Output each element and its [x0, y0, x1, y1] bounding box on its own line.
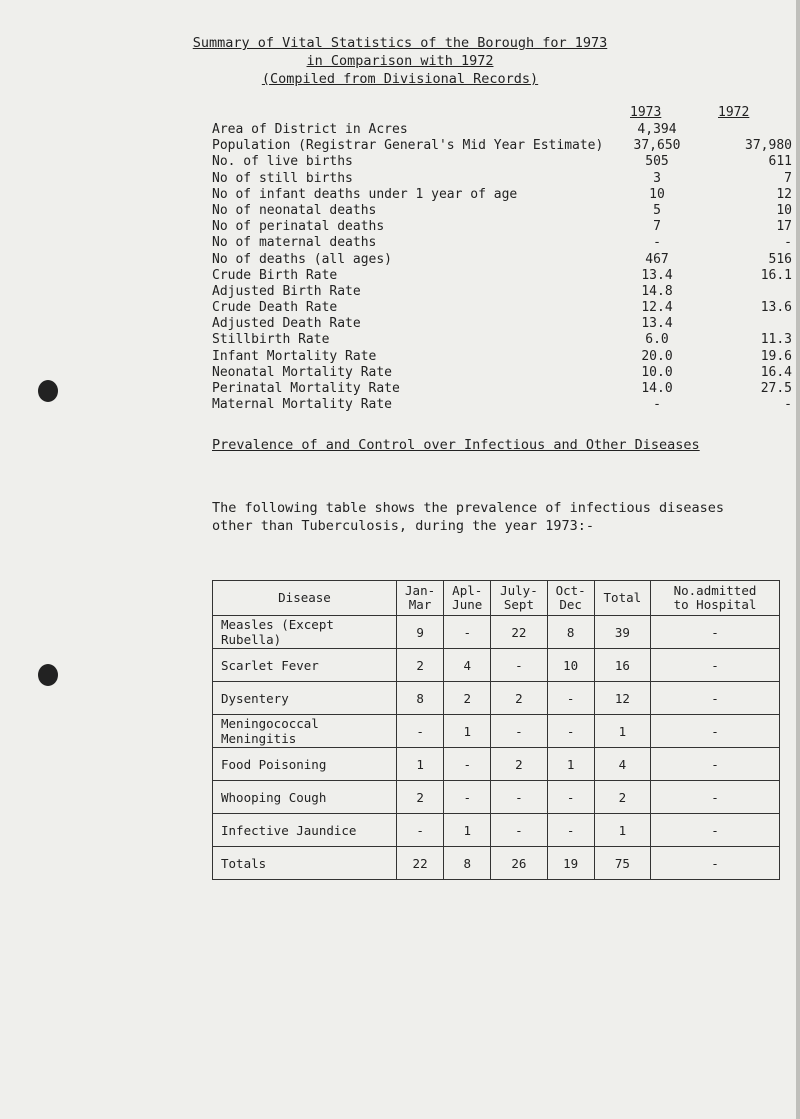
- stat-label: No of perinatal deaths: [212, 219, 385, 235]
- count-cell: 8: [547, 616, 594, 649]
- disease-name-cell: Whooping Cough: [213, 781, 397, 814]
- section-heading: Prevalence of and Control over Infectious and Other Diseases: [212, 437, 700, 453]
- count-cell: -: [651, 649, 780, 682]
- stat-row: [212, 349, 792, 365]
- count-cell: 22: [397, 847, 444, 880]
- stat-value-1972: 37,980: [745, 138, 792, 154]
- count-cell: 1: [444, 715, 491, 748]
- count-cell: -: [547, 781, 594, 814]
- count-cell: 1: [594, 814, 650, 847]
- count-cell: 10: [547, 649, 594, 682]
- stat-row: [212, 284, 792, 300]
- stats-col-header-1973: 1973: [630, 105, 662, 120]
- binder-hole-upper: [38, 380, 58, 402]
- stat-value-1973: -: [653, 235, 661, 251]
- count-cell: -: [491, 814, 547, 847]
- stat-row: [212, 138, 792, 154]
- count-cell: 1: [397, 748, 444, 781]
- stat-row: [212, 187, 792, 203]
- count-cell: 2: [491, 748, 547, 781]
- count-cell: 75: [594, 847, 650, 880]
- count-cell: -: [491, 715, 547, 748]
- stat-label: Adjusted Death Rate: [212, 316, 361, 332]
- stat-value-1972: 12: [776, 186, 792, 202]
- stat-label: No of deaths (all ages): [212, 251, 393, 267]
- count-cell: 4: [594, 748, 650, 781]
- header-total: Total: [594, 581, 650, 616]
- disease-name-cell: Meningococcal Meningitis: [213, 715, 397, 748]
- stat-value-1973: 5: [653, 202, 661, 218]
- stat-label: Neonatal Mortality Rate: [212, 364, 393, 380]
- header-apl-june: Apl- June: [444, 581, 491, 616]
- count-cell: -: [651, 748, 780, 781]
- stat-value-1972: 19.6: [760, 348, 792, 364]
- count-cell: 2: [594, 781, 650, 814]
- count-cell: -: [651, 682, 780, 715]
- stat-label: Crude Birth Rate: [212, 267, 338, 283]
- stat-row: [212, 397, 792, 413]
- stat-value-1972: -: [784, 235, 792, 251]
- stat-value-1972: 10: [776, 202, 792, 218]
- stat-value-1973: 37,650: [633, 138, 681, 154]
- count-cell: -: [491, 649, 547, 682]
- table-row: [213, 814, 780, 847]
- stat-label: No. of live births: [212, 154, 353, 170]
- stat-value-1972: 11.3: [760, 332, 792, 348]
- stat-value-1973: 10: [649, 186, 665, 202]
- stats-col-header-1972: 1972: [718, 105, 750, 120]
- stat-row: [212, 381, 792, 397]
- stat-value-1972: 16.4: [760, 364, 792, 380]
- stat-row: [212, 332, 792, 348]
- stat-row: [212, 235, 792, 251]
- stat-value-1973: 3: [653, 170, 661, 186]
- stat-row: [212, 154, 792, 170]
- stat-value-1972: 7: [784, 170, 792, 186]
- table-row: [213, 748, 780, 781]
- count-cell: -: [397, 814, 444, 847]
- count-cell: 19: [547, 847, 594, 880]
- stat-label: No of maternal deaths: [212, 235, 377, 251]
- count-cell: 12: [594, 682, 650, 715]
- stat-label: Perinatal Mortality Rate: [212, 381, 400, 396]
- count-cell: 2: [397, 649, 444, 682]
- table-row: [213, 781, 780, 814]
- count-cell: 16: [594, 649, 650, 682]
- table-row: [213, 616, 780, 649]
- stat-row: [212, 252, 792, 268]
- table-row: [213, 649, 780, 682]
- stat-value-1973: 14.0: [641, 381, 673, 396]
- count-cell: -: [444, 616, 491, 649]
- count-cell: 26: [491, 847, 547, 880]
- header-july-sept: July- Sept: [491, 581, 547, 616]
- stat-value-1973: 6.0: [645, 332, 669, 348]
- vital-statistics-list: [212, 122, 792, 413]
- disease-name-cell: Infective Jaundice: [213, 814, 397, 847]
- disease-name-cell: Dysentery: [213, 682, 397, 715]
- title-line-3: (Compiled from Divisional Records): [261, 71, 539, 87]
- count-cell: -: [651, 847, 780, 880]
- stat-label: Stillbirth Rate: [212, 332, 330, 348]
- stat-label: Area of District in Acres: [212, 122, 408, 137]
- disease-name-cell: Scarlet Fever: [213, 649, 397, 682]
- count-cell: 1: [444, 814, 491, 847]
- stat-value-1972: 516: [768, 251, 792, 267]
- stat-row: [212, 122, 792, 138]
- disease-name-cell: Measles (Except Rubella): [213, 616, 397, 649]
- stat-value-1973: 505: [645, 154, 669, 170]
- count-cell: -: [444, 781, 491, 814]
- stat-row: [212, 300, 792, 316]
- header-admitted-hospital: No.admitted to Hospital: [651, 581, 780, 616]
- count-cell: 1: [594, 715, 650, 748]
- title-line-2: in Comparison with 1972: [306, 53, 494, 69]
- stat-row: [212, 268, 792, 284]
- stat-value-1972: 17: [776, 219, 792, 235]
- stat-value-1973: 4,394: [637, 122, 677, 137]
- count-cell: 22: [491, 616, 547, 649]
- header-disease: Disease: [213, 581, 397, 616]
- stat-label: No of infant deaths under 1 year of age: [212, 186, 518, 202]
- stat-row: [212, 316, 792, 332]
- count-cell: -: [651, 781, 780, 814]
- count-cell: -: [651, 814, 780, 847]
- disease-name-cell: Food Poisoning: [213, 748, 397, 781]
- stat-label: Population (Registrar General's Mid Year Estimate): [212, 138, 604, 154]
- binder-hole-lower: [38, 664, 58, 686]
- stat-value-1973: 7: [653, 219, 661, 235]
- count-cell: 2: [397, 781, 444, 814]
- stat-row: [212, 365, 792, 381]
- stat-value-1972: -: [784, 397, 792, 413]
- count-cell: -: [651, 616, 780, 649]
- count-cell: -: [444, 748, 491, 781]
- stat-value-1973: 12.4: [641, 300, 673, 316]
- count-cell: -: [651, 715, 780, 748]
- count-cell: 2: [491, 682, 547, 715]
- stat-value-1972: 611: [768, 154, 792, 170]
- count-cell: -: [547, 814, 594, 847]
- stat-value-1972: 16.1: [760, 267, 792, 283]
- stat-value-1972: 13.6: [760, 300, 792, 316]
- stat-label: Adjusted Birth Rate: [212, 283, 361, 299]
- count-cell: -: [397, 715, 444, 748]
- header-jan-mar: Jan- Mar: [397, 581, 444, 616]
- stat-label: Crude Death Rate: [212, 300, 338, 316]
- stat-value-1973: 20.0: [641, 348, 673, 364]
- count-cell: -: [547, 682, 594, 715]
- stat-value-1973: 10.0: [641, 364, 673, 380]
- stat-value-1972: 27.5: [760, 381, 792, 396]
- count-cell: 39: [594, 616, 650, 649]
- stat-row: [212, 171, 792, 187]
- title-line-1: Summary of Vital Statistics of the Borough for 1973: [192, 35, 608, 51]
- table-header-row: [213, 581, 780, 616]
- count-cell: 9: [397, 616, 444, 649]
- stat-label: No of still births: [212, 170, 353, 186]
- totals-row: [213, 847, 780, 880]
- page-edge-shadow: [796, 0, 800, 1119]
- stat-row: [212, 219, 792, 235]
- count-cell: -: [491, 781, 547, 814]
- stat-value-1973: 467: [645, 251, 669, 267]
- table-row: [213, 715, 780, 748]
- count-cell: 4: [444, 649, 491, 682]
- stat-label: No of neonatal deaths: [212, 202, 377, 218]
- count-cell: 8: [397, 682, 444, 715]
- count-cell: 8: [444, 847, 491, 880]
- stat-value-1973: -: [653, 397, 661, 413]
- infectious-diseases-table: [212, 580, 780, 880]
- stat-value-1973: 13.4: [641, 267, 673, 283]
- stat-label: Infant Mortality Rate: [212, 348, 377, 364]
- header-oct-dec: Oct- Dec: [547, 581, 594, 616]
- stat-row: [212, 203, 792, 219]
- stat-value-1973: 14.8: [641, 283, 673, 299]
- table-row: [213, 682, 780, 715]
- count-cell: 1: [547, 748, 594, 781]
- count-cell: -: [547, 715, 594, 748]
- intro-paragraph: The following table shows the prevalence of infectious diseases other than Tuberculosis, during the year 1973:-: [212, 500, 725, 534]
- stat-value-1973: 13.4: [641, 316, 673, 332]
- stat-label: Maternal Mortality Rate: [212, 397, 393, 413]
- disease-name-cell: Totals: [213, 847, 397, 880]
- count-cell: 2: [444, 682, 491, 715]
- document-title: [0, 34, 800, 88]
- table-body: [213, 616, 780, 880]
